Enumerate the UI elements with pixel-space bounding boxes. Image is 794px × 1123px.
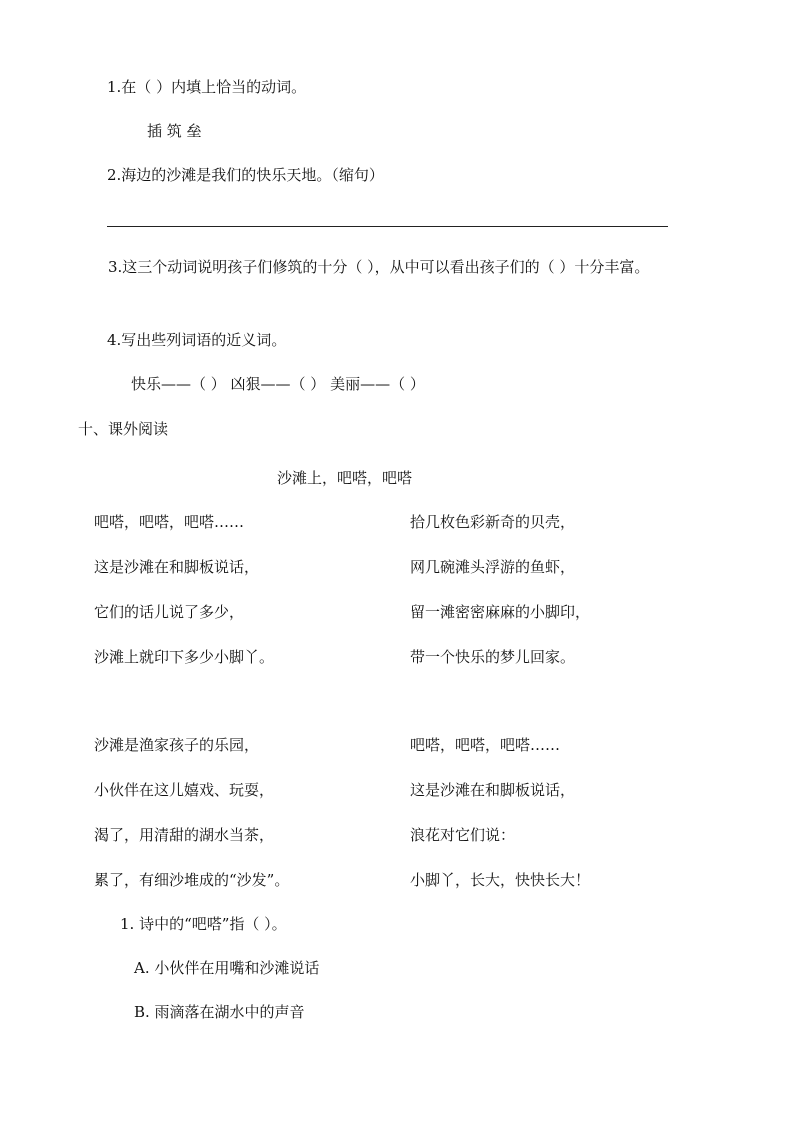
question-3: 3.这三个动词说明孩子们修筑的十分（ ），从中可以看出孩子们的（ ）十分丰富。 [108,258,650,276]
poem-title: 沙滩上，吧嗒，吧嗒 [277,469,413,487]
question-4: 4.写出些列词语的近义词。 [107,331,287,349]
synonym-items: 快乐——（ ） 凶狠——（ ） 美丽——（ ） [131,375,425,393]
poem-line: 它们的话儿说了多少， [94,603,245,621]
option-a: A. 小伙伴在用嘴和沙滩说话 [134,959,320,977]
poem-line: 沙滩上就印下多少小脚丫。 [94,648,275,666]
poem-line: 浪花对它们说： [410,826,516,844]
poem-line: 吧嗒，吧嗒，吧嗒…… [410,736,561,754]
poem-line: 这是沙滩在和脚板说话， [410,781,576,799]
poem-line: 留一滩密密麻麻的小脚印， [410,603,591,621]
poem-line: 网几碗滩头浮游的鱼虾， [410,558,576,576]
poem-line: 吧嗒，吧嗒，吧嗒…… [94,513,245,531]
poem-line: 小伙伴在这儿嬉戏、玩耍， [94,781,275,799]
reading-question-1: 1. 诗中的“吧嗒”指（ ）。 [120,915,287,933]
poem-line: 渴了，用清甜的湖水当茶， [94,826,275,844]
poem-line: 带一个快乐的梦儿回家。 [410,648,576,666]
option-b: B. 雨滴落在湖水中的声音 [134,1003,305,1021]
poem-line: 拾几枚色彩新奇的贝壳， [410,513,576,531]
verb-list: 插 筑 垒 [147,122,202,140]
question-1: 1.在（ ）内填上恰当的动词。 [107,78,307,96]
poem-line: 沙滩是渔家孩子的乐园， [94,736,260,754]
poem-line: 小脚丫，长大，快快长大！ [410,871,591,889]
poem-line: 累了，有细沙堆成的“沙发”。 [94,871,290,889]
answer-line [107,226,668,227]
poem-line: 这是沙滩在和脚板说话， [94,558,260,576]
question-2: 2.海边的沙滩是我们的快乐天地。（缩句） [107,166,384,184]
section-heading: 十、课外阅读 [78,420,169,438]
